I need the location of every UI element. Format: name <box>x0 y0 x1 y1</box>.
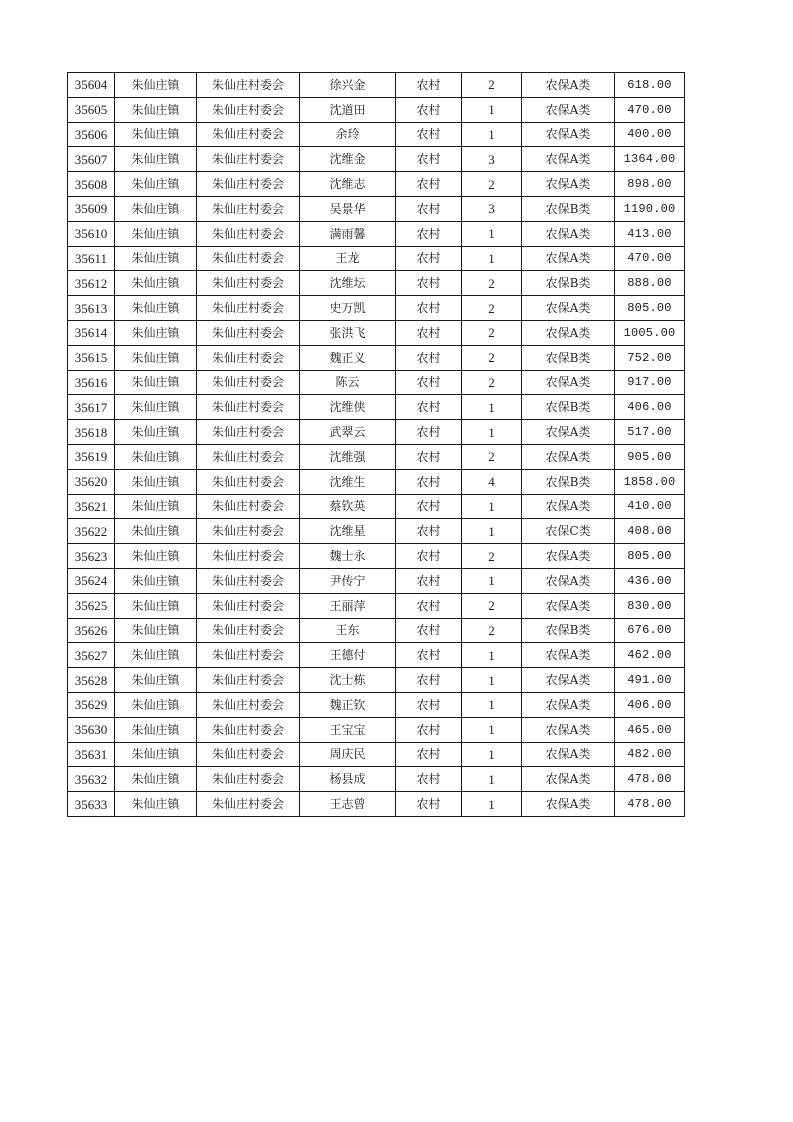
id-cell: 35624 <box>68 568 115 593</box>
category-cell: 农保A类 <box>522 792 615 817</box>
amount-cell: 406.00 <box>615 395 685 420</box>
area-cell: 农村 <box>396 643 462 668</box>
members-cell: 1 <box>462 767 522 792</box>
category-cell: 农保A类 <box>522 568 615 593</box>
category-cell: 农保A类 <box>522 296 615 321</box>
village-cell: 朱仙庄村委会 <box>197 444 300 469</box>
town-cell: 朱仙庄镇 <box>115 420 197 445</box>
area-cell: 农村 <box>396 221 462 246</box>
area-cell: 农村 <box>396 668 462 693</box>
name-cell: 王东 <box>300 618 396 643</box>
town-cell: 朱仙庄镇 <box>115 668 197 693</box>
amount-cell: 830.00 <box>615 593 685 618</box>
amount-cell: 917.00 <box>615 370 685 395</box>
town-cell: 朱仙庄镇 <box>115 519 197 544</box>
village-cell: 朱仙庄村委会 <box>197 196 300 221</box>
members-cell: 1 <box>462 568 522 593</box>
amount-cell: 410.00 <box>615 494 685 519</box>
village-cell: 朱仙庄村委会 <box>197 618 300 643</box>
amount-cell: 805.00 <box>615 544 685 569</box>
id-cell: 35610 <box>68 221 115 246</box>
id-cell: 35614 <box>68 320 115 345</box>
area-cell: 农村 <box>396 296 462 321</box>
amount-cell: 482.00 <box>615 742 685 767</box>
category-cell: 农保B类 <box>522 345 615 370</box>
table-row <box>68 742 685 767</box>
name-cell: 满雨馨 <box>300 221 396 246</box>
village-cell: 朱仙庄村委会 <box>197 147 300 172</box>
members-cell: 2 <box>462 172 522 197</box>
id-cell: 35621 <box>68 494 115 519</box>
village-cell: 朱仙庄村委会 <box>197 692 300 717</box>
id-cell: 35629 <box>68 692 115 717</box>
id-cell: 35608 <box>68 172 115 197</box>
amount-cell: 470.00 <box>615 246 685 271</box>
village-cell: 朱仙庄村委会 <box>197 73 300 98</box>
id-cell: 35611 <box>68 246 115 271</box>
name-cell: 王宝宝 <box>300 717 396 742</box>
category-cell: 农保A类 <box>522 320 615 345</box>
area-cell: 农村 <box>396 593 462 618</box>
town-cell: 朱仙庄镇 <box>115 395 197 420</box>
town-cell: 朱仙庄镇 <box>115 271 197 296</box>
category-cell: 农保B类 <box>522 395 615 420</box>
area-cell: 农村 <box>396 345 462 370</box>
members-cell: 2 <box>462 544 522 569</box>
town-cell: 朱仙庄镇 <box>115 469 197 494</box>
table-row <box>68 494 685 519</box>
village-cell: 朱仙庄村委会 <box>197 122 300 147</box>
table-row <box>68 221 685 246</box>
category-cell: 农保A类 <box>522 717 615 742</box>
village-cell: 朱仙庄村委会 <box>197 345 300 370</box>
town-cell: 朱仙庄镇 <box>115 742 197 767</box>
members-cell: 2 <box>462 370 522 395</box>
town-cell: 朱仙庄镇 <box>115 792 197 817</box>
amount-cell: 470.00 <box>615 97 685 122</box>
name-cell: 沈士栋 <box>300 668 396 693</box>
amount-cell: 1364.00 <box>615 147 685 172</box>
name-cell: 魏正义 <box>300 345 396 370</box>
town-cell: 朱仙庄镇 <box>115 568 197 593</box>
amount-cell: 888.00 <box>615 271 685 296</box>
category-cell: 农保A类 <box>522 73 615 98</box>
members-cell: 1 <box>462 420 522 445</box>
area-cell: 农村 <box>396 172 462 197</box>
table-row <box>68 395 685 420</box>
id-cell: 35609 <box>68 196 115 221</box>
amount-cell: 676.00 <box>615 618 685 643</box>
table-row <box>68 420 685 445</box>
id-cell: 35622 <box>68 519 115 544</box>
town-cell: 朱仙庄镇 <box>115 444 197 469</box>
members-cell: 1 <box>462 742 522 767</box>
category-cell: 农保A类 <box>522 172 615 197</box>
area-cell: 农村 <box>396 742 462 767</box>
town-cell: 朱仙庄镇 <box>115 544 197 569</box>
amount-cell: 805.00 <box>615 296 685 321</box>
category-cell: 农保A类 <box>522 246 615 271</box>
table-row <box>68 296 685 321</box>
members-cell: 3 <box>462 196 522 221</box>
members-cell: 1 <box>462 246 522 271</box>
id-cell: 35633 <box>68 792 115 817</box>
table-row <box>68 320 685 345</box>
members-cell: 4 <box>462 469 522 494</box>
category-cell: 农保B类 <box>522 196 615 221</box>
table-row <box>68 568 685 593</box>
name-cell: 沈维坛 <box>300 271 396 296</box>
amount-cell: 400.00 <box>615 122 685 147</box>
category-cell: 农保A类 <box>522 544 615 569</box>
id-cell: 35626 <box>68 618 115 643</box>
name-cell: 张洪飞 <box>300 320 396 345</box>
amount-cell: 406.00 <box>615 692 685 717</box>
area-cell: 农村 <box>396 519 462 544</box>
members-cell: 1 <box>462 643 522 668</box>
name-cell: 魏士永 <box>300 544 396 569</box>
category-cell: 农保A类 <box>522 668 615 693</box>
category-cell: 农保A类 <box>522 147 615 172</box>
town-cell: 朱仙庄镇 <box>115 767 197 792</box>
area-cell: 农村 <box>396 444 462 469</box>
category-cell: 农保A类 <box>522 593 615 618</box>
table-row <box>68 668 685 693</box>
village-cell: 朱仙庄村委会 <box>197 593 300 618</box>
village-cell: 朱仙庄村委会 <box>197 370 300 395</box>
members-cell: 2 <box>462 271 522 296</box>
name-cell: 王丽萍 <box>300 593 396 618</box>
table-row <box>68 544 685 569</box>
village-cell: 朱仙庄村委会 <box>197 296 300 321</box>
id-cell: 35630 <box>68 717 115 742</box>
town-cell: 朱仙庄镇 <box>115 147 197 172</box>
table-row <box>68 246 685 271</box>
table-row <box>68 643 685 668</box>
id-cell: 35605 <box>68 97 115 122</box>
amount-cell: 413.00 <box>615 221 685 246</box>
members-cell: 2 <box>462 444 522 469</box>
area-cell: 农村 <box>396 73 462 98</box>
village-cell: 朱仙庄村委会 <box>197 271 300 296</box>
name-cell: 尹传宁 <box>300 568 396 593</box>
name-cell: 王德付 <box>300 643 396 668</box>
table-row <box>68 767 685 792</box>
name-cell: 吴景华 <box>300 196 396 221</box>
town-cell: 朱仙庄镇 <box>115 692 197 717</box>
amount-cell: 1858.00 <box>615 469 685 494</box>
village-cell: 朱仙庄村委会 <box>197 172 300 197</box>
members-cell: 1 <box>462 792 522 817</box>
amount-cell: 1005.00 <box>615 320 685 345</box>
area-cell: 农村 <box>396 122 462 147</box>
name-cell: 沈维金 <box>300 147 396 172</box>
village-cell: 朱仙庄村委会 <box>197 643 300 668</box>
table-row <box>68 122 685 147</box>
id-cell: 35620 <box>68 469 115 494</box>
table-row <box>68 73 685 98</box>
amount-cell: 436.00 <box>615 568 685 593</box>
id-cell: 35623 <box>68 544 115 569</box>
id-cell: 35618 <box>68 420 115 445</box>
village-cell: 朱仙庄村委会 <box>197 221 300 246</box>
members-cell: 1 <box>462 395 522 420</box>
area-cell: 农村 <box>396 469 462 494</box>
id-cell: 35615 <box>68 345 115 370</box>
table-row <box>68 370 685 395</box>
town-cell: 朱仙庄镇 <box>115 196 197 221</box>
amount-cell: 408.00 <box>615 519 685 544</box>
id-cell: 35617 <box>68 395 115 420</box>
area-cell: 农村 <box>396 767 462 792</box>
category-cell: 农保A类 <box>522 122 615 147</box>
village-cell: 朱仙庄村委会 <box>197 568 300 593</box>
town-cell: 朱仙庄镇 <box>115 370 197 395</box>
town-cell: 朱仙庄镇 <box>115 296 197 321</box>
town-cell: 朱仙庄镇 <box>115 172 197 197</box>
table-row <box>68 618 685 643</box>
members-cell: 1 <box>462 221 522 246</box>
area-cell: 农村 <box>396 692 462 717</box>
id-cell: 35604 <box>68 73 115 98</box>
name-cell: 武翠云 <box>300 420 396 445</box>
id-cell: 35627 <box>68 643 115 668</box>
table-row <box>68 271 685 296</box>
members-cell: 1 <box>462 122 522 147</box>
id-cell: 35607 <box>68 147 115 172</box>
category-cell: 农保A类 <box>522 97 615 122</box>
village-cell: 朱仙庄村委会 <box>197 792 300 817</box>
category-cell: 农保A类 <box>522 444 615 469</box>
town-cell: 朱仙庄镇 <box>115 593 197 618</box>
members-cell: 1 <box>462 494 522 519</box>
village-cell: 朱仙庄村委会 <box>197 668 300 693</box>
amount-cell: 517.00 <box>615 420 685 445</box>
village-cell: 朱仙庄村委会 <box>197 420 300 445</box>
category-cell: 农保A类 <box>522 494 615 519</box>
amount-cell: 618.00 <box>615 73 685 98</box>
village-cell: 朱仙庄村委会 <box>197 742 300 767</box>
category-cell: 农保A类 <box>522 742 615 767</box>
name-cell: 沈维侠 <box>300 395 396 420</box>
members-cell: 1 <box>462 519 522 544</box>
area-cell: 农村 <box>396 568 462 593</box>
name-cell: 陈云 <box>300 370 396 395</box>
id-cell: 35625 <box>68 593 115 618</box>
amount-cell: 462.00 <box>615 643 685 668</box>
area-cell: 农村 <box>396 370 462 395</box>
area-cell: 农村 <box>396 320 462 345</box>
village-cell: 朱仙庄村委会 <box>197 767 300 792</box>
id-cell: 35613 <box>68 296 115 321</box>
table-body <box>68 73 685 817</box>
members-cell: 1 <box>462 668 522 693</box>
area-cell: 农村 <box>396 271 462 296</box>
village-cell: 朱仙庄村委会 <box>197 320 300 345</box>
table-row <box>68 792 685 817</box>
table-row <box>68 717 685 742</box>
members-cell: 2 <box>462 618 522 643</box>
table-row <box>68 345 685 370</box>
area-cell: 农村 <box>396 717 462 742</box>
id-cell: 35631 <box>68 742 115 767</box>
area-cell: 农村 <box>396 618 462 643</box>
id-cell: 35606 <box>68 122 115 147</box>
town-cell: 朱仙庄镇 <box>115 494 197 519</box>
name-cell: 沈维星 <box>300 519 396 544</box>
village-cell: 朱仙庄村委会 <box>197 717 300 742</box>
name-cell: 余玲 <box>300 122 396 147</box>
table-row <box>68 97 685 122</box>
table-row <box>68 196 685 221</box>
name-cell: 蔡钦英 <box>300 494 396 519</box>
area-cell: 农村 <box>396 395 462 420</box>
name-cell: 沈维生 <box>300 469 396 494</box>
village-cell: 朱仙庄村委会 <box>197 519 300 544</box>
members-cell: 1 <box>462 717 522 742</box>
name-cell: 杨县成 <box>300 767 396 792</box>
amount-cell: 478.00 <box>615 767 685 792</box>
category-cell: 农保B类 <box>522 469 615 494</box>
amount-cell: 752.00 <box>615 345 685 370</box>
town-cell: 朱仙庄镇 <box>115 97 197 122</box>
name-cell: 徐兴金 <box>300 73 396 98</box>
members-cell: 3 <box>462 147 522 172</box>
name-cell: 沈维志 <box>300 172 396 197</box>
village-cell: 朱仙庄村委会 <box>197 494 300 519</box>
name-cell: 沈维强 <box>300 444 396 469</box>
amount-cell: 1190.00 <box>615 196 685 221</box>
data-table <box>67 72 685 817</box>
category-cell: 农保C类 <box>522 519 615 544</box>
members-cell: 1 <box>462 97 522 122</box>
village-cell: 朱仙庄村委会 <box>197 544 300 569</box>
town-cell: 朱仙庄镇 <box>115 246 197 271</box>
members-cell: 2 <box>462 345 522 370</box>
town-cell: 朱仙庄镇 <box>115 717 197 742</box>
table-row <box>68 469 685 494</box>
area-cell: 农村 <box>396 792 462 817</box>
id-cell: 35632 <box>68 767 115 792</box>
id-cell: 35612 <box>68 271 115 296</box>
amount-cell: 905.00 <box>615 444 685 469</box>
area-cell: 农村 <box>396 420 462 445</box>
town-cell: 朱仙庄镇 <box>115 73 197 98</box>
amount-cell: 898.00 <box>615 172 685 197</box>
table-row <box>68 172 685 197</box>
town-cell: 朱仙庄镇 <box>115 345 197 370</box>
category-cell: 农保A类 <box>522 370 615 395</box>
category-cell: 农保A类 <box>522 221 615 246</box>
amount-cell: 465.00 <box>615 717 685 742</box>
members-cell: 2 <box>462 73 522 98</box>
id-cell: 35616 <box>68 370 115 395</box>
category-cell: 农保A类 <box>522 420 615 445</box>
amount-cell: 478.00 <box>615 792 685 817</box>
members-cell: 1 <box>462 692 522 717</box>
members-cell: 2 <box>462 320 522 345</box>
id-cell: 35619 <box>68 444 115 469</box>
village-cell: 朱仙庄村委会 <box>197 395 300 420</box>
town-cell: 朱仙庄镇 <box>115 618 197 643</box>
name-cell: 王志曾 <box>300 792 396 817</box>
category-cell: 农保A类 <box>522 643 615 668</box>
category-cell: 农保B类 <box>522 271 615 296</box>
area-cell: 农村 <box>396 97 462 122</box>
area-cell: 农村 <box>396 494 462 519</box>
table-row <box>68 692 685 717</box>
village-cell: 朱仙庄村委会 <box>197 246 300 271</box>
area-cell: 农村 <box>396 544 462 569</box>
name-cell: 魏正钦 <box>300 692 396 717</box>
town-cell: 朱仙庄镇 <box>115 221 197 246</box>
town-cell: 朱仙庄镇 <box>115 122 197 147</box>
town-cell: 朱仙庄镇 <box>115 643 197 668</box>
category-cell: 农保A类 <box>522 692 615 717</box>
table-row <box>68 593 685 618</box>
id-cell: 35628 <box>68 668 115 693</box>
area-cell: 农村 <box>396 196 462 221</box>
name-cell: 史万凯 <box>300 296 396 321</box>
amount-cell: 491.00 <box>615 668 685 693</box>
table-row <box>68 519 685 544</box>
village-cell: 朱仙庄村委会 <box>197 97 300 122</box>
category-cell: 农保B类 <box>522 618 615 643</box>
members-cell: 2 <box>462 593 522 618</box>
name-cell: 沈道田 <box>300 97 396 122</box>
area-cell: 农村 <box>396 246 462 271</box>
name-cell: 周庆民 <box>300 742 396 767</box>
village-cell: 朱仙庄村委会 <box>197 469 300 494</box>
table-row <box>68 444 685 469</box>
members-cell: 2 <box>462 296 522 321</box>
category-cell: 农保A类 <box>522 767 615 792</box>
table-row <box>68 147 685 172</box>
area-cell: 农村 <box>396 147 462 172</box>
town-cell: 朱仙庄镇 <box>115 320 197 345</box>
name-cell: 王龙 <box>300 246 396 271</box>
